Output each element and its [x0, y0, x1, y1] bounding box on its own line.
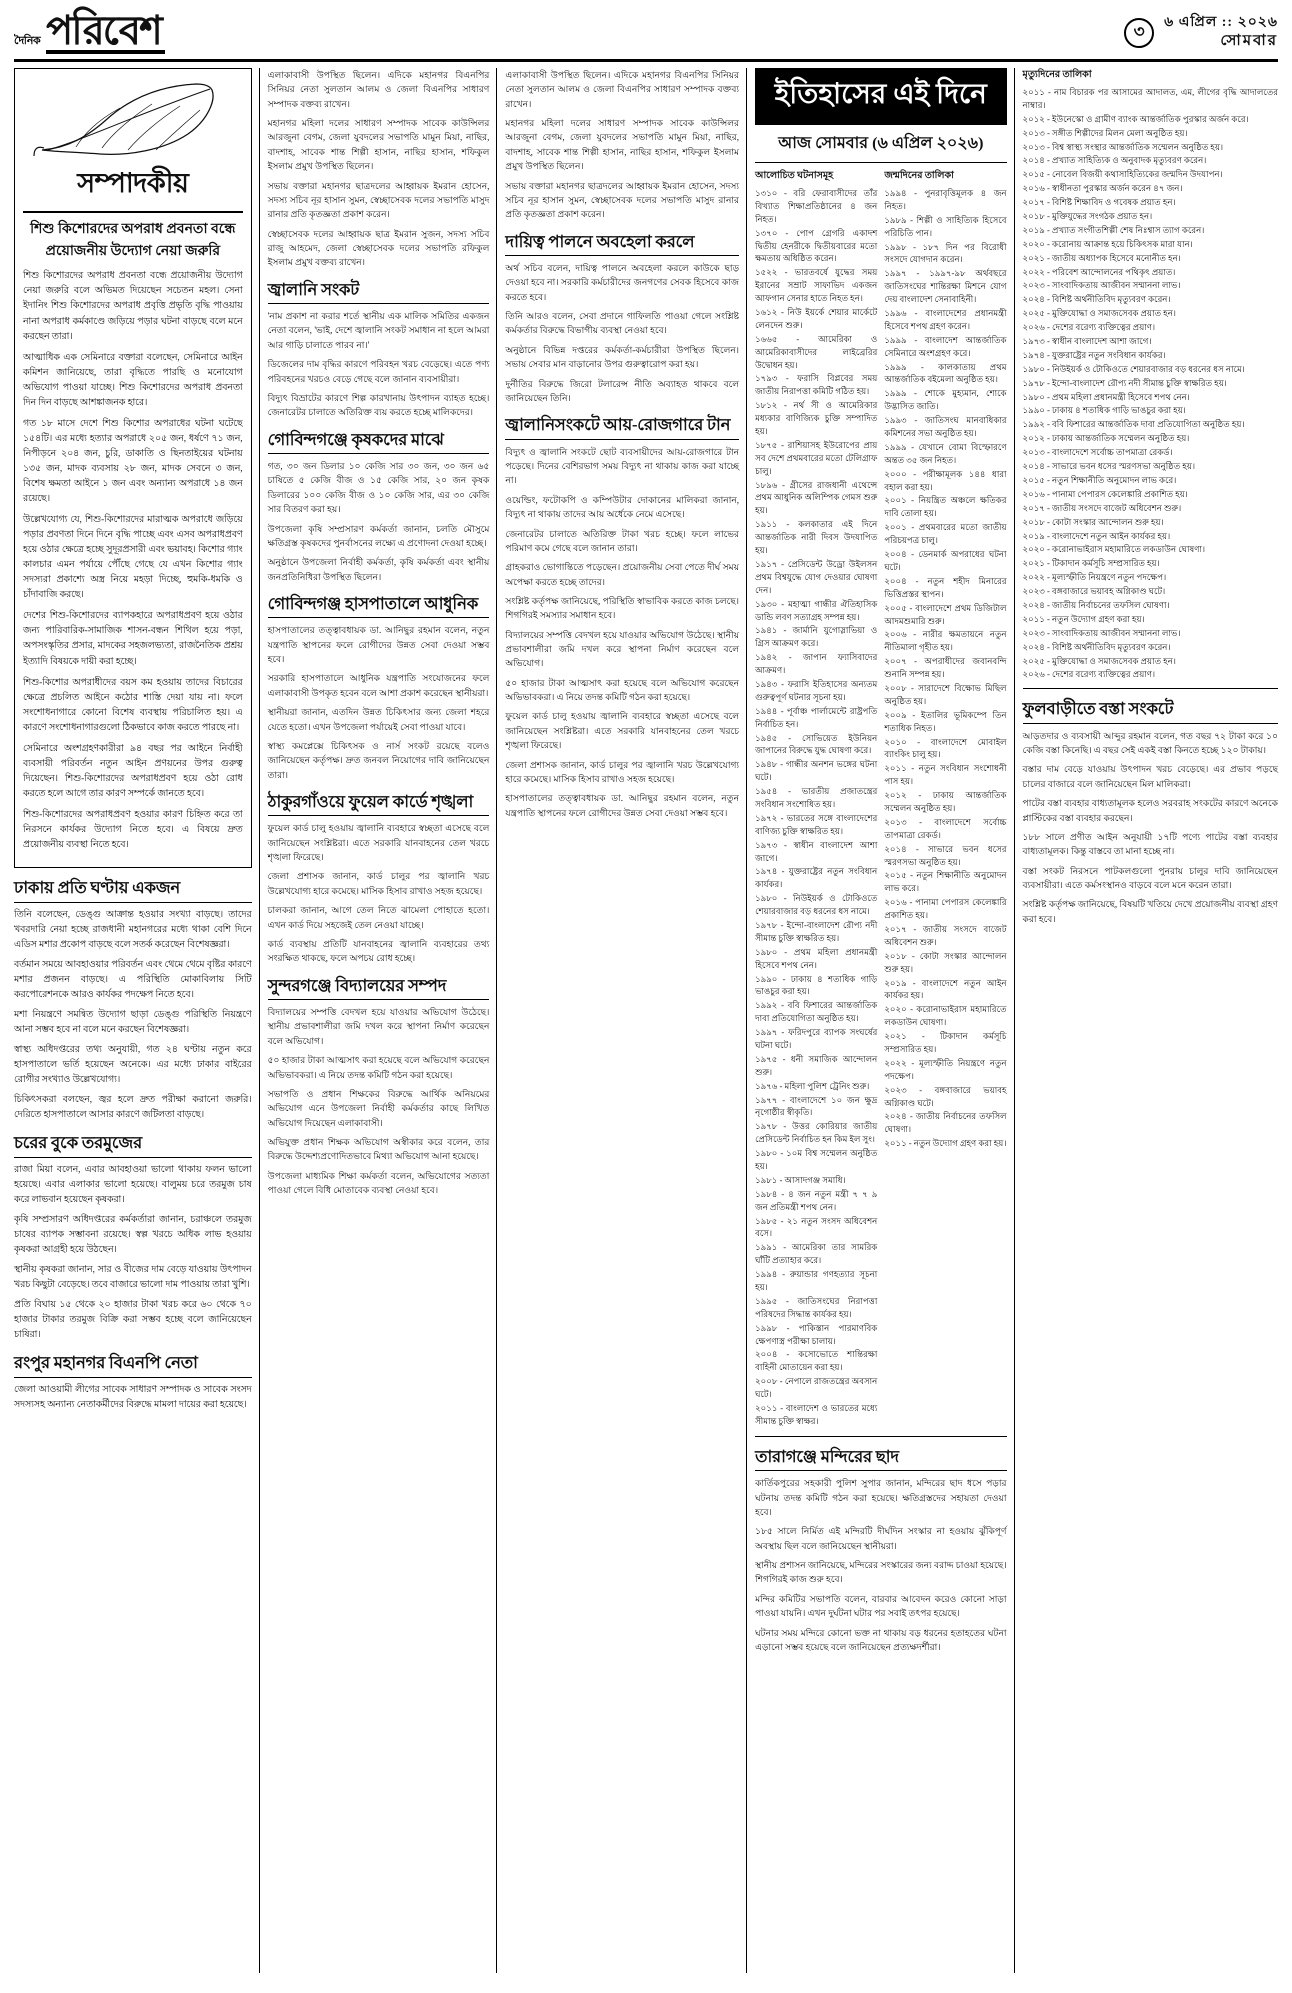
article-headline[interactable]: রংপুর মহানগর বিএনপি নেতা [14, 1352, 252, 1377]
article-paragraph: স্থানীয় প্রশাসন জানিয়েছে, মন্দিরের সংস্কারের জন্য বরাদ্দ চাওয়া হয়েছে। শিগগিরই কাজ শুরু হবে। [755, 1560, 1007, 1585]
history-columns [755, 169, 1006, 1429]
history-item: ২০১৮ - কোটা সংস্কার আন্দোলন শুরু হয়। [1022, 516, 1164, 527]
article-headline[interactable]: দায়িত্ব পালনে অবহেলা করলে [505, 231, 739, 256]
article-paragraph: মহানগর মহিলা দলের সাধারণ সম্পাদক সাবেক কাউন্সিলর আরজুনা বেগম, জেলা যুবদলের সভাপতি মামুন মিয়া, নাছির, বাদশাহ, সাবেক শান্ত শিল্পী হাসান, নাছির হাসান, শফিকুল ইসলাম প্রমুখ উপস্থিত ছিলেন। [267, 118, 490, 172]
history-item: ২০২১ - টিকাদান কর্মসূচি সম্প্রসারিত হয়। [1022, 558, 1160, 569]
article-body [755, 1476, 1006, 1654]
history-item: ১৯১১ - কলকাতার এই দিনে আন্তর্জাতিক নারী দিবস উদযাপিত হয়। [755, 519, 878, 556]
history-item: ২০২৬ - দেশের বরেণ্য ব্যক্তিত্বের প্রয়াণ। [1022, 322, 1156, 333]
history-item: ১৯৯০ - ঢাকায় ৪ শতাধিক গাড়ি ভাঙচুর করা হয়। [755, 973, 878, 997]
history-banner-title: ইতিহাসের এই দিনে [755, 68, 1006, 125]
article-paragraph: বস্তা সংকট নিরসনে পাটকলগুলো পুনরায় চালুর দাবি জানিয়েছেন ব্যবসায়ীরা। এতে কর্মসংস্থানও বাড়বে বলে মনে করেন তারা। [1022, 865, 1278, 890]
history-item: ২০২২ - মূল্যস্ফীতি নিয়ন্ত্রণে নতুন পদক্ষেপ। [1022, 572, 1167, 583]
article-paragraph: সভাপতি ও প্রধান শিক্ষকের বিরুদ্ধে আর্থিক অনিয়মের অভিযোগ এনে উপজেলা নির্বাহী কর্মকর্তার কাছে লিখিত অভিযোগ দিয়েছেন এলাকাবাসী। [267, 1088, 490, 1128]
history-item: ২০০৫ - বাংলাদেশে প্রথম ডিজিটাল আদমশুমারি শুরু। [884, 602, 1007, 626]
editorial-paragraph: শিশু-কিশোর অপরাধীদের বয়স কম হওয়ায় তাদের বিচারের ক্ষেত্রে প্রচলিত আইনে কঠোর শাস্তি দেয়া যায় না। ফলে সংশোধনাগারে কোনো বিশেষ ব্যবস্থায় পরিচালিত হয়। এ কারণে সংশোধনাগারগুলো ঠিকভাবে কাজ করতে পারছে না। [23, 677, 243, 733]
history-item: ২০০৪ - নতুন শহীদ মিনারের ভিত্তিপ্রস্তর স্থাপন। [884, 575, 1007, 599]
article-paragraph: উপজেলা মাধ্যমিক শিক্ষা কর্মকর্তা বলেন, অভিযোগের সত্যতা পাওয়া গেলে বিধি মোতাবেক ব্যবস্থা নেওয়া হবে। [267, 1170, 490, 1196]
article-paragraph: প্রতি বিঘায় ১৫ থেকে ২০ হাজার টাকা খরচ করে ৬০ থেকে ৭০ হাজার টাকার তরমুজ বিক্রি করা সম্ভব হচ্ছে বলে জানিয়েছেন চাষিরা। [14, 1299, 252, 1341]
history-item: ২০০৭ - অপরাধীদের জবানবন্দি শুনানি সম্পন্ন হয়। [884, 656, 1007, 680]
editorial-paragraph: শিশু কিশোরদের অপরাধ প্রবনতা বন্ধে প্রয়োজনীয় উদ্যোগ নেয়া জরুরি বলে অভিমত দিয়েছেন সচেতন মহল। সেনা ইদানিং শিশু কিশোরদের অপরাধ প্রবৃত্তি প্রভৃতি বৃদ্ধি পাওয়ায় নানা অপরাধ কর্মকাণ্ডে জড়িয়ে পড়ার ঘটনা বাড়ছে বলে মনে করছেন তারা। [23, 271, 243, 342]
article-paragraph: তিনি বলেছেন, ডেঙ্গু আক্রান্ত হওয়ার সংখ্যা বাড়ছে। তাদের খবরদারি নেয়া হচ্ছে রাজধানী মহানগরের মধ্যে থাকা বেশি দিনে এডিস মশার প্রকোপ বাড়ছে বলে সতর্ক করেছেন বিশেষজ্ঞরা। [14, 909, 252, 950]
article-paragraph: তিনি আরও বলেন, সেবা প্রদানে গাফিলতি পাওয়া গেলে সংশ্লিষ্ট কর্মকর্তার বিরুদ্ধে বিভাগীয় ব্যবস্থা নেওয়া হবে। [505, 311, 740, 336]
article-paragraph: জেলা প্রশাসক জানান, কার্ড চালুর পর জ্বালানি খরচ উল্লেখযোগ্য হারে কমেছে। মাসিক হিসাব রাখাও সহজ হয়েছে। [505, 759, 740, 784]
history-item: ২০২১ - টিকাদান কর্মসূচি সম্প্রসারিত হয়। [884, 1031, 1007, 1054]
history-item: ২০০০ - পরীক্ষামূলক ১৪৪ ধারা বহাল করা হয়। [884, 468, 1007, 492]
history-section-title: আলোচিত ঘটনাসমূহ [755, 171, 834, 181]
article-paragraph: ঘটনার সময় মন্দিরে কোনো ভক্ত না থাকায় বড় ধরনের হতাহতের ঘটনা এড়ানো সম্ভব হয়েছে বলে জানিয়েছেন প্রত্যক্ষদর্শীরা। [755, 1627, 1007, 1652]
history-item: ১৯৯৫ - জাতিসংঘের নিরাপত্তা পরিষদের সিদ্ধান্ত কার্যকর হয়। [755, 1295, 878, 1319]
history-item: ২০১৪ - সাভারে ভবন ধসের স্মরণসভা অনুষ্ঠিত হয়। [884, 843, 1007, 867]
history-item: ১৯৯৯ - শোকে মুহ্যমান, শোকে উদ্ভাসিত জাতি। [884, 388, 1007, 412]
history-item: ১৯৮০ - নিউইয়র্ক ও টোকিওতে শেয়ারবাজার বড় ধরনের ধস নামে। [755, 893, 878, 917]
history-item: ২০১১ - বাংলাদেশ ও ভারতের মধ্যে সীমান্ত চুক্তি স্বাক্ষর। [755, 1403, 878, 1426]
history-item: ১৯৫৪ - ভারতীয় প্রজাতন্ত্রের সংবিধান সংশোধিত হয়। [755, 786, 878, 809]
history-item: ১৯৯৪ - রুয়ান্ডার গণহত্যার সূচনা হয়। [755, 1269, 878, 1293]
history-item: ২০১৬ - স্বাধীনতা পুরস্কার অর্জন করেন ৪৭ জন। [1022, 183, 1183, 194]
history-item: ১৯৯৩ - জাতিসংঘ মানবাধিকার কমিশনের সভা অনুষ্ঠিত হয়। [884, 415, 1007, 439]
article-paragraph: স্বাস্থ্য অধিদপ্তরের তথ্য অনুযায়ী, গত ২৪ ঘণ্টায় নতুন করে হাসপাতালে ভর্তি হয়েছেন অনেকে। এর মধ্যে ঢাকার বাইরের রোগীর সংখ্যাও উল্লেখযোগ্য। [14, 1044, 252, 1085]
history-item: ২০১৩ - বিশ্ব স্বাস্থ্য সংস্থার আন্তর্জাতিক সম্মেলন অনুষ্ঠিত হয়। [1022, 141, 1224, 152]
history-list [1023, 86, 1278, 681]
editorial-paragraph: সেমিনারে অংশগ্রহণকারীরা ৯৪ বছর পর আইনে নির্বাহী ব্যবসায়ী পরিবর্তন নতুন আইন প্রণয়নের উপর গুরুত্ব দিয়েছেন। শিশু-কিশোরদের অপরাধপ্রবণ হয়ে ওঠা রোধ করতে হলে আগে তার কারণ সম্পর্কে জানতে হবে। [23, 743, 243, 799]
history-item: ২০১৩ - বাংলাদেশে সর্বোচ্চ তাপমাত্রা রেকর্ড। [1022, 447, 1173, 458]
editorial-paragraph: উল্লেখযোগ্য যে, শিশু-কিশোরদের মারাত্মক অপরাধে জড়িয়ে পড়ার প্রবণতা দিনে দিনে বৃদ্ধি পাচ্ছে এবং এসব অপরাধপ্রবণ হয়ে ওঠার ক্ষেত্রে হচ্ছে সুদূরপ্রসারী এবং ভয়াবহ। কিশোর গ্যাং কালচার এমন পর্যায়ে পৌঁছে গেছে যে এখন কিশোর গ্যাং সদস্যরা প্রকাশ্যে অস্ত্র নিয়ে মহড়া দিচ্ছে, হুমকি-ধমকি ও চাঁদাবাজি করছে। [23, 515, 243, 601]
history-item: ১৯৯২ - ববি ফিশারের আন্তর্জাতিক দাবা প্রতিযোগিতা অনুষ্ঠিত হয়। [1022, 419, 1245, 430]
history-item: ১৯৯৮ - ১৮৭ দিন পর বিরোধী সংসদে যোগদান করেন। [884, 241, 1007, 265]
history-item: ১৯৯৯ - কালকাতায় প্রথম আন্তর্জাতিক বইমেলা অনুষ্ঠিত হয়। [884, 361, 1007, 385]
history-item: ২০২২ - পরিবেশ আন্দোলনের পথিকৃৎ প্রয়াত। [1022, 266, 1176, 277]
history-item: ২০২৪ - জাতীয় নির্বাচনের তফসিল ঘোষণা। [884, 1111, 1007, 1135]
article-body [505, 445, 739, 820]
history-item: ১৯৯৯ - যেখানে বোমা বিস্ফোরণে অন্তত ৩৫ জন নিহত। [884, 441, 1007, 465]
article-paragraph: বিদ্যুৎ ও জ্বালানি সংকটে ছোট ব্যবসায়ীদের আয়-রোজগারে টান পড়েছে। দিনের বেশিরভাগ সময় বিদ্যুৎ না থাকায় কাজ করা যাচ্ছে না। [505, 446, 740, 486]
history-item: ১৯৭৩ - স্বাধীন বাংলাদেশ আশা জাগে। [755, 839, 878, 863]
history-item: ২০১৬ - পানামা পেপারস কেলেঙ্কারি প্রকাশিত হয়। [884, 897, 1007, 921]
history-item: ১৮৯৬ - গ্রীসের রাজধানী এথেন্সে প্রথম আধুনিক অলিম্পিক গেমস শুরু হয়। [755, 479, 878, 516]
article-paragraph: অভিযুক্ত প্রধান শিক্ষক অভিযোগ অস্বীকার করে বলেন, তার বিরুদ্ধে উদ্দেশ্যপ্রণোদিতভাবে মিথ্যা অভিযোগ আনা হয়েছে। [267, 1136, 490, 1162]
article-paragraph: চালকরা জানান, আগে তেল নিতে ঝামেলা পোহাতে হতো। এখন কার্ড দিয়ে সহজেই তেল নেওয়া যাচ্ছে। [267, 905, 490, 930]
publication-weekday: সোমবার [1220, 32, 1278, 49]
history-item: ২০১৪ - প্রখ্যাত সাহিত্যিক ও অনুবাদক মৃত্যুবরণ করেন। [1022, 155, 1207, 166]
history-item: ২০১৯ - প্রখ্যাত সংগীতশিল্পী শেষ নিঃশ্বাস ত্যাগ করেন। [1022, 224, 1205, 235]
newspaper-logo [14, 7, 165, 54]
history-item: ১৯৯৬ - বাংলাদেশের প্রধানমন্ত্রী হিসেবে শপথ গ্রহণ করেন। [884, 308, 1007, 331]
history-item: ১৬৬৫ - আমেরিকা ও আমেরিকাবাসীদের লাইব্রেরির উদ্বোধন হয়। [755, 333, 878, 370]
history-item: ২০১৩ - সঙ্গীত শিল্পীদের মিলন মেলা অনুষ্ঠিত হয়। [1022, 127, 1188, 138]
history-item: ১৯৭৮ - উত্তর কোরিয়ার জাতীয় প্রেসিডেন্ট নির্বাচিত হন কিম ইল সুং। [755, 1121, 878, 1145]
article-paragraph: কার্তিকপুরের সহকারী পুলিশ সুপার জানান, মন্দিরের ছাদ ধসে পড়ার ঘটনায় তদন্ত কমিটি গঠন করা হয়েছে। ক্ষতিগ্রস্তদের সহায়তা দেওয়া হবে। [755, 1478, 1007, 1517]
history-item: ১৯৭২ - ভারতের সঙ্গে বাংলাদেশের বাণিজ্য চুক্তি স্বাক্ষরিত হয়। [755, 812, 878, 836]
article-paragraph: স্বেচ্ছাসেবক দলের আহ্বায়ক ছাত্র ইমরান সুজন, সদস্য সচিব রাজু আহমেদ, জেলা স্বেচ্ছাসেবক দলের সভাপতি রফিকুল ইসলাম প্রমুখ বক্তব্য রাখেন। [267, 228, 490, 268]
article-paragraph: চিকিৎসকরা বলছেন, জ্বর হলে দ্রুত পরীক্ষা করানো জরুরি। দেরিতে হাসপাতালে আসার কারণে জটিলতা বাড়ছে। [14, 1095, 252, 1121]
article-body [268, 821, 490, 965]
masthead-right [1124, 14, 1278, 50]
history-item: ২০১৫ - নোবেল বিজয়ী কথাসাহিত্যিকের জন্মদিন উদযাপন। [1022, 169, 1223, 180]
history-item: ১৯৭৮ - ইন্দো-বাংলাদেশ রৌপ্য নদী সীমান্ত চুক্তি স্বাক্ষরিত হয়। [755, 919, 878, 943]
column-5 [1023, 68, 1278, 1973]
history-item: ১৯৯৪ - পুনরাবৃত্তিমূলক ৪ জন নিহত। [884, 188, 1007, 211]
history-item: ২০২৩ - বঙ্গবাজারে ভয়াবহ অগ্নিকাণ্ড ঘটে। [884, 1084, 1007, 1108]
history-item: ১৯৪১ - জার্মানি যুগোস্লাভিয়া ও গ্রিস আক্রমণ করে। [755, 625, 878, 649]
article-paragraph: মহানগর মহিলা দলের সাধারণ সম্পাদক সাবেক কাউন্সিলর আরজুনা বেগম, জেলা যুবদলের সভাপতি মামুন মিয়া, নাছির, বাদশাহ, সাবেক শান্ত শিল্পী হাসান, নাছির হাসান, শফিকুল ইসলাম প্রমুখ উপস্থিত ছিলেন। [505, 118, 740, 172]
section-divider [1023, 688, 1278, 689]
article-paragraph: বিদ্যালয়ের সম্পত্তি বেদখল হয়ে যাওয়ার অভিযোগ উঠেছে। স্থানীয় প্রভাবশালীরা জমি দখল করে স্থাপনা নির্মাণ করেছেন বলে অভিযোগ। [267, 1007, 490, 1046]
history-section-title: জন্মদিনের তালিকা [884, 171, 954, 181]
history-item: ১৩৭০ - পোপ গ্রেগরি একাদশ দ্বিতীয় হেনরীকে দ্বিতীয়বারের মতো ক্ষমতায় অধিষ্ঠিত করেন। [755, 227, 878, 264]
history-item: ১৯৭৫ - ধনী সমাজিক আন্দোলন শুরু। [755, 1053, 878, 1077]
history-item: ১৯৮৪ - ৪ জন নতুন মন্ত্রী ৭ ৭ ৯ জন প্রতিমন্ত্রী শপথ নেন। [755, 1188, 878, 1212]
article-paragraph: ১৮৮ সালে প্রণীত আইন অনুযায়ী ১৭টি পণ্যে পাটের বস্তা ব্যবহার বাধ্যতামূলক। কিন্তু বাস্তবে তা মানা হচ্ছে না। [1022, 831, 1278, 857]
editorial-box [14, 68, 252, 868]
article-paragraph: বর্তমান সময়ে আবহাওয়ার পরিবর্তন এবং থেমে থেমে বৃষ্টির কারণে মশার প্রজনন বাড়ছে। এ পরিস্থিতি মোকাবিলায় সিটি করপোরেশনকে আরও কার্যকর পদক্ষেপ নিতে হবে। [14, 959, 252, 1000]
article-headline[interactable]: জ্বালানিসংকটে আয়-রোজগারে টান [505, 414, 739, 439]
history-item: ১৯৭৪ - যুক্তরাষ্ট্রের নতুন সংবিধান কার্যকর। [755, 866, 878, 890]
article-body [268, 1005, 490, 1197]
history-item: ২০১৯ - বাংলাদেশে নতুন আইন কার্যকর হয়। [1022, 530, 1171, 541]
history-item: ২০২৫ - মুক্তিযোদ্ধা ও সমাজসেবক প্রয়াত হন। [1022, 655, 1176, 666]
history-column-left [755, 169, 877, 1429]
article-body [268, 309, 490, 420]
article-paragraph: 'নাম প্রকাশ না করার শর্তে স্থানীয় এক মালিক সমিতির একজন নেতা বলেন, 'ভাই, দেশে জ্বালানি সংকট সমাধান না হলে আমরা আর গাড়ি চালাতে পারব না।' [267, 311, 490, 350]
logo-small-text: দৈনিক [14, 34, 41, 47]
article-paragraph: এলাকাবাসী উপস্থিত ছিলেন। এদিকে মহানগর বিএনপির সিনিয়র নেতা সুলতান আলম ও জেলা বিএনপির সাধারণ সম্পাদক বক্তব্য রাখেন। [505, 70, 740, 109]
history-item: ২০২০ - করোনাভাইরাস মহামারিতে লকডাউন ঘোষণা। [1022, 544, 1206, 555]
article-paragraph: জেনারেটর চালাতে অতিরিক্ত টাকা খরচ হচ্ছে। ফলে লাভের পরিমাণ কমে গেছে বলে জানান তারা। [505, 528, 740, 553]
history-item: ২০২০ - করোনাভাইরাস মহামারিতে লকডাউন ঘোষণা। [884, 1004, 1007, 1028]
article-body [1023, 729, 1278, 926]
editorial-paragraph: গত ১৮ মাসে দেশে শিশু কিশোর অপরাধের ঘটনা ঘটেছে ১৫৪টি। এর মধ্যে হত্যার অপরাধে ২০৫ জন, ধর্ষণে ৭১ জন, নিপীড়নে ২০৪ জন, চুরি, ডাকাতি ও ছিনতাইয়ের ঘটনায় ১৩৫ জন, মাদক ব্যবসায় ২৮ জন, মাদক সেবনে ৩ জন, বিশেষ ক্ষমতা আইনে ১ জন এবং অন্যান্য অপরাধে ১৪ জন রয়েছে। [23, 418, 243, 505]
history-item: ১৯৯১ - আমেরিকা তার সামরিক ঘাঁটি প্রত্যাহার করে। [755, 1242, 878, 1266]
history-item: ১৮৭৫ - রাশিয়াসহ ইউরোপের প্রায় সব দেশে প্রথমবারের মতো টেলিগ্রাফ চালু। [755, 439, 878, 476]
article-headline[interactable]: ঠাকুরগাঁওয়ে ফুয়েল কার্ডে শৃঙ্খলা [268, 791, 490, 816]
article-paragraph: ফুয়েল কার্ড চালু হওয়ায় জ্বালানি ব্যবহারে স্বচ্ছতা এসেছে বলে জানিয়েছেন সংশ্লিষ্টরা। এতে সরকারি যানবাহনের তেল খরচে শৃঙ্খলা ফিরেছে। [267, 823, 490, 863]
history-item: ১৯১৭ - প্রেসিডেন্ট উড্রো উইলসন প্রথম বিশ্বযুদ্ধে যোগ দেওয়ার ঘোষণা দেন। [755, 558, 878, 595]
history-section-title: মৃত্যুদিনের তালিকা [1022, 70, 1092, 80]
article-headline[interactable]: তারাগঞ্জে মন্দিরের ছাদ [755, 1446, 1006, 1471]
history-item: ২০১৫ - নতুন শিক্ষানীতি অনুমোদন লাভ করে। [884, 870, 1007, 894]
editorial-subtitle-line2: প্রয়োজনীয় উদ্যোগ নেয়া জরুরি [45, 243, 221, 259]
article-headline[interactable]: চরের বুকে তরমুজের [14, 1132, 252, 1157]
history-item: ১৯৭৭ - বাংলাদেশে ১০ জন ক্ষুদ্র নৃগোষ্ঠীর স্বীকৃতি। [755, 1094, 878, 1118]
editorial-subtitle [23, 219, 243, 262]
history-item: ২০০১ - প্রথমবারের মতো জাতীয় পরিচয়পত্র চালু। [884, 522, 1007, 546]
article-paragraph: অনুষ্ঠানে বিভিন্ন দপ্তরের কর্মকর্তা-কর্মচারীরা উপস্থিত ছিলেন। সভায় সেবার মান বাড়ানোর উপর গুরুত্বারোপ করা হয়। [505, 344, 740, 370]
history-item: ১৯৪২ - জাপান ফ্যাসিবাদের আক্রমণ। [755, 652, 878, 676]
editorial-subtitle-line1: শিশু কিশোরদের অপরাধ প্রবনতা বন্ধে [30, 222, 236, 237]
article-headline[interactable]: গোবিন্দগঞ্জে কৃষকদের মাঝে [268, 429, 490, 454]
leaf-illustration-icon [23, 75, 243, 161]
article-paragraph: উপজেলা কৃষি সম্প্রসারণ কর্মকর্তা জানান, চলতি মৌসুমে ক্ষতিগ্রস্ত কৃষকদের পুনর্বাসনের লক্ষ্যে এ প্রণোদনা দেওয়া হচ্ছে। [267, 523, 490, 548]
article-headline[interactable]: গোবিন্দগঞ্জ হাসপাতালে আধুনিক [268, 593, 490, 618]
history-item: ১৭৯৩ - ফরাসি বিপ্লবের সময় জাতীয় নিরাপত্তা কমিটি গঠিত হয়। [755, 373, 878, 397]
history-item: ১৯৯৮ - পাকিস্তান পারমাণবিক ক্ষেপণাস্ত্র পরীক্ষা চালায়। [755, 1322, 878, 1346]
article-paragraph: গ্রাহকরাও ভোগান্তিতে পড়েছেন। প্রয়োজনীয় সেবা পেতে দীর্ঘ সময় অপেক্ষা করতে হচ্ছে তাদের। [505, 562, 740, 587]
history-item: ১৯৭৪ - যুক্তরাষ্ট্রের নতুন সংবিধান কার্যকর। [1022, 349, 1166, 360]
article-paragraph: সংশ্লিষ্ট কর্তৃপক্ষ জানিয়েছে, বিষয়টি খতিয়ে দেখে প্রয়োজনীয় ব্যবস্থা গ্রহণ করা হবে। [1022, 899, 1278, 924]
history-item: ১৬১২ - নিউ ইয়র্কে শেয়ার মার্কেটে লেনদেন শুরু। [755, 307, 878, 330]
column-3 [505, 68, 747, 1973]
history-item: ১৯৮০ - নিউইয়র্ক ও টোকিওতে শেয়ারবাজার বড় ধরনের ধস নামে। [1022, 363, 1245, 374]
editorial-paragraph: আত্মাধিক এক সেমিনারে বক্তারা বলেছেন, সেমিনারে আইন কমিশন জানিয়েছে, তারা বৃদ্ধিতে পারছি ও মনোযোগ অভিযোগ পাওয়া যাচ্ছে। শিশু কিশোরদের অপরাধ প্রবনতা দিন দিন বাড়ছে আশঙ্কাজনক হারে। [23, 352, 243, 408]
history-item: ২০১৬ - পানামা পেপারস কেলেঙ্কারি প্রকাশিত হয়। [1022, 488, 1188, 499]
article-body [14, 1383, 252, 1413]
history-item: ২০২৩ - সাংবাদিকতায় আজীবন সম্মাননা লাভ। [1022, 280, 1181, 291]
history-item: ২০০১ - নিয়ন্ত্রিত অঞ্চলে ক্ষতিকর দাবি তোলা হয়। [884, 495, 1007, 519]
history-item: ১৯৪৮ - গান্ধীর অনশন ভঙ্গের ঘটনা ঘটে। [755, 759, 878, 783]
article-body-continued [505, 68, 739, 222]
history-item: ১৯৮৫ - ২১ নতুন সংসদ অধিবেশন বসে। [755, 1215, 878, 1239]
history-item: ১৯৮০ - প্রথম মহিলা প্রধানমন্ত্রী হিসেবে শপথ নেন। [755, 946, 878, 970]
article-paragraph: সভায় বক্তারা মহানগর ছাত্রদলের আহ্বায়ক ইমরান হোসেন, সদস্য সচিব নূর হাসান সুমন, স্বেচ্ছাসেবক দলের সভাপতি মাসুদ রানার প্রতি কৃতজ্ঞতা প্রকাশ করেন। [267, 180, 490, 220]
article-paragraph: মন্দির কমিটির সভাপতি বলেন, বারবার আবেদন করেও কোনো সাড়া পাওয়া যায়নি। এখন দুর্ঘটনা ঘটার পর সবাই তৎপর হয়েছে। [755, 1593, 1007, 1619]
history-item: ১৯৮০ - প্রথম মহিলা প্রধানমন্ত্রী হিসেবে শপথ নেন। [1022, 391, 1190, 402]
history-list [884, 187, 1006, 1150]
history-item: ১৫২২ - ভারতবর্ষে যুদ্ধের সময় ইরানের সম্রাট সাফাভিদ একজন আফগান সেনার হাতে নিহত হন। [755, 267, 878, 304]
history-item: ২০১১ - নাম বিচারক পর আসামের আদালত, এম, লীগের বৃদ্ধি আদালতের নাম্বার। [1022, 87, 1278, 110]
editorial-paragraph: দেশের শিশু-কিশোরদের ব্যাপকহারে অপরাধপ্রবণ হয়ে ওঠার জন্য পারিবারিক-সামাজিক শাসন-বন্ধন শিথিল হয়ে পড়া, অপসংস্কৃতির প্রসার, মাদকের সহজলভ্যতা, রাজনৈতিক প্রশ্রয় ইত্যাদি বিষয়কে দায়ী করা হচ্ছে। [23, 611, 243, 667]
history-item: ১৯৯৭ - ফরিদপুরে ব্যাপক সংঘর্ষের ঘটনা ঘটে। [755, 1027, 878, 1050]
history-item: ২০১৮ - কোটা সংস্কার আন্দোলন শুরু হয়। [884, 950, 1007, 974]
article-paragraph: মশা নিয়ন্ত্রণে সমন্বিত উদ্যোগ ছাড়া ডেঙ্গু পরিস্থিতি নিয়ন্ত্রণে আনা সম্ভব হবে না বলে মনে করছেন বিশেষজ্ঞরা। [14, 1009, 252, 1035]
history-item: ১৯৪৩ - ফরাসি ইতিহাসের অন্যতম গুরুত্বপূর্ণ ঘটনার সূচনা হয়। [755, 678, 878, 702]
history-item: ১৯৭৮ - ইন্দো-বাংলাদেশ রৌপ্য নদী সীমান্ত চুক্তি স্বাক্ষরিত হয়। [1022, 377, 1227, 388]
column-2 [268, 68, 498, 1973]
article-paragraph: কৃষি সম্প্রসারণ অধিদপ্তরের কর্মকর্তারা জানান, চরাঞ্চলে তরমুজ চাষের ব্যাপক সম্ভাবনা রয়েছে। স্বল্প খরচে অধিক লাভ হওয়ায় কৃষকরা আগ্রহী হয়ে উঠছেন। [14, 1214, 252, 1255]
history-item: ২০২১ - জাতীয় অধ্যাপক হিসেবে মনোনীত হন। [1022, 252, 1181, 263]
history-item: ১৯৯৯ - বাংলাদেশ আন্তর্জাতিক সেমিনারে অংশগ্রহণ করে। [884, 334, 1007, 358]
history-item: ২০১২ - ইউনেস্কো ও গ্রামীণ ব্যাংক আন্তর্জাতিক পুরস্কার অর্জন করে। [1022, 113, 1249, 124]
editorial-body [23, 269, 243, 853]
article-paragraph: বস্তার দাম বেড়ে যাওয়ায় উৎপাদন খরচ বেড়েছে। এর প্রভাব পড়ছে চালের বাজারে বলে জানিয়েছেন মিল মালিকরা। [1022, 764, 1278, 789]
history-item: ১৯৮৯ - শিল্পী ও সাহিত্যিক হিসেবে পরিচিতি পান। [884, 214, 1007, 238]
history-item: ১৯৮১ - আসাদগঞ্জ সমাধি। [755, 1174, 846, 1185]
article-paragraph: অনুষ্ঠানে উপজেলা নির্বাহী কর্মকর্তা, কৃষি কর্মকর্তা এবং স্থানীয় জনপ্রতিনিধিরা উপস্থিত ছিলেন। [267, 557, 490, 582]
history-item: ২০০৬ - নারীর ক্ষমতায়নে নতুন নীতিমালা গৃহীত হয়। [884, 629, 1007, 653]
history-item: ১৯৯৭ - ১৯৯৭-৯৮ অর্থবছরে জাতিসংঘের শান্তিরক্ষা মিশনে যোগ দেয় বাংলাদেশ সেনাবাহিনী। [884, 268, 1007, 305]
history-item: ১৯৩০ - মহাত্মা গান্ধীর ঐতিহাসিক ডান্ডি লবণ সত্যাগ্রহ সম্পন্ন হয়। [755, 598, 878, 622]
article-paragraph: ৫০ হাজার টাকা আত্মসাৎ করা হয়েছে বলে অভিযোগ করেছেন অভিভাবকরা। এ নিয়ে তদন্ত কমিটি গঠন করা হয়েছে। [267, 1055, 490, 1080]
history-item: ২০২৩ - সাংবাদিকতায় আজীবন সম্মাননা লাভ। [1022, 627, 1181, 638]
article-body [14, 908, 252, 1124]
history-item: ২০২২ - মূল্যস্ফীতি নিয়ন্ত্রণে নতুন পদক্ষেপ। [884, 1057, 1007, 1081]
article-paragraph: গত, ৩০ জন ডিলার ১০ কেজি সার ৩০ জন, ৩০ জন ৬৫ চাষিতে ৫ কেজি বীজ ও ১৫ কেজি সার, ২০ জন কৃষক ডিলারের ১০০ কেজি বীজ ও ১০ কেজি সার, এর ৩০ কেজি সার বিতরণ করা হয়। [267, 461, 490, 515]
article-paragraph: স্থানীয় কৃষকরা জানান, সার ও বীজের দাম বেড়ে যাওয়ায় উৎপাদন খরচ কিছুটা বেড়েছে। তবে বাজারে ভালো দাম পাওয়ায় তারা খুশি। [14, 1264, 252, 1290]
editorial-title: সম্পাদকীয় [23, 163, 243, 213]
section-divider [755, 1436, 1006, 1437]
article-body [505, 261, 739, 405]
article-paragraph: অর্থ সচিব বলেন, দায়িত্ব পালনে অবহেলা করলে কাউকে ছাড় দেওয়া হবে না। সরকারি কর্মচারীদের জনগণের সেবক হিসেবে কাজ করতে হবে। [505, 263, 740, 302]
history-item: ২০১২ - ঢাকায় আন্তর্জাতিক সম্মেলন অনুষ্ঠিত হয়। [884, 790, 1007, 813]
history-item: ২০১৯ - বাংলাদেশে নতুন আইন কার্যকর হয়। [884, 977, 1007, 1001]
history-item: ১৯৭৩ - স্বাধীন বাংলাদেশ আশা জাগে। [1022, 336, 1152, 347]
history-item: ২০১১ - নতুন সংবিধান সংশোধনী পাস হয়। [884, 763, 1007, 787]
article-paragraph: হাসপাতালের তত্ত্বাবধায়ক ডা. আনিছুর রহমান বলেন, নতুন যন্ত্রপাতি স্থাপনের ফলে রোগীদের উন্নত সেবা দেওয়া সম্ভব হবে। [505, 793, 740, 818]
article-paragraph: জেলা আওয়ামী লীগের সাবেক সাধারণ সম্পাদক ও সাবেক সংসদ সদস্যসহ অন্যান্য নেতাকর্মীদের বিরুদ্ধে মামলা দায়ের করা হয়েছে। [14, 1384, 252, 1410]
page-grid [14, 68, 1278, 1973]
history-item: ২০১৭ - জাতীয় সংসদে বাজেট অধিবেশন শুরু। [1022, 502, 1182, 513]
article-paragraph: সভায় বক্তারা মহানগর ছাত্রদলের আহ্বায়ক ইমরান হোসেন, সদস্য সচিব নূর হাসান সুমন, স্বেচ্ছাসেবক দলের সভাপতি মাসুদ রানার প্রতি কৃতজ্ঞতা প্রকাশ করেন। [505, 180, 740, 220]
page-number-badge: ৩ [1124, 18, 1154, 48]
history-item: ২০১৭ - বিশিষ্ট শিক্ষাবিদ ও গবেষক প্রয়াত হন। [1022, 197, 1176, 208]
history-item: ১৮১২ - নর্থ সী ও আমেরিকার মধ্যকার বাণিজ্যিক চুক্তি সম্পাদিত হয়। [755, 400, 878, 437]
history-item: ২০২০ - করোনায় আক্রান্ত হয়ে চিকিৎসক মারা যান। [1022, 238, 1193, 249]
editorial-paragraph: শিশু-কিশোরদের অপরাধপ্রবণ হওয়ার কারণ চিহ্নিত করে তা নিরসনে কার্যকর উদ্যোগ নিতে হবে। এ বিষয়ে দ্রুত প্রয়োজনীয় ব্যবস্থা নিতে হবে। [23, 809, 243, 851]
article-paragraph: আড়তদার ও ব্যবসায়ী আব্দুর রহমান বলেন, গত বছর ৭২ টাকা করে ১০ কেজি বস্তা কিনেছি। এ বছর সেই একই বস্তা কিনতে হচ্ছে ১২০ টাকায়। [1022, 730, 1278, 756]
article-paragraph: হাসপাতালের তত্ত্বাবধায়ক ডা. আনিছুর রহমান বলেন, নতুন যন্ত্রপাতি স্থাপনের ফলে রোগীদের উন্নত সেবা দেওয়া সম্ভব হবে। [267, 625, 490, 665]
article-paragraph: ১৮৫ সালে নির্মিত এই মন্দিরটি দীর্ঘদিন সংস্কার না হওয়ায় ঝুঁকিপূর্ণ অবস্থায় ছিল বলে জানিয়েছেন স্থানীয়রা। [755, 1526, 1007, 1551]
article-headline[interactable]: ঢাকায় প্রতি ঘণ্টায় একজন [14, 877, 252, 902]
history-item: ২০২৩ - বঙ্গবাজারে ভয়াবহ অগ্নিকাণ্ড ঘটে। [1022, 586, 1166, 597]
article-paragraph: বিদ্যালয়ের সম্পত্তি বেদখল হয়ে যাওয়ার অভিযোগ উঠেছে। স্থানীয় প্রভাবশালীরা জমি দখল করে স্থাপনা নির্মাণ করেছেন বলে অভিযোগ। [505, 629, 740, 669]
article-headline[interactable]: ফুলবাড়ীতে বস্তা সংকটে [1023, 698, 1278, 723]
history-item: ১৯৮০ - ১০ম বিশ্ব সম্মেলন অনুষ্ঠিত হয়। [755, 1148, 878, 1172]
history-date-line: আজ সোমবার (৬ এপ্রিল ২০২৬) [755, 130, 1006, 163]
article-paragraph: ফুয়েল কার্ড চালু হওয়ায় জ্বালানি ব্যবহারে স্বচ্ছতা এসেছে বলে জানিয়েছেন সংশ্লিষ্টরা। এতে সরকারি যানবাহনের তেল খরচে শৃঙ্খলা ফিরেছে। [505, 711, 740, 751]
history-item: ১৯৭৬ - মহিলা পুলিশ ট্রেনিং শুরু। [755, 1080, 870, 1091]
history-list [755, 187, 877, 1428]
column-4 [755, 68, 1014, 1973]
article-paragraph: রাজা মিয়া বলেন, এবার আবহাওয়া ভালো থাকায় ফলন ভালো হয়েছে। এবার এলাকার ভালো হয়েছে। বালুময় চরে তরমুজ চাষ করে লাভবান হয়েছেন কৃষকরা। [14, 1164, 252, 1205]
article-paragraph: ডিজেলের দাম বৃদ্ধির কারণে পরিবহন খরচ বেড়েছে। এতে পণ্য পরিবহনের খরচও বেড়ে গেছে বলে জানান ব্যবসায়ীরা। [267, 359, 490, 384]
logo-main-text: পরিবেশ [46, 12, 165, 54]
history-item: ২০২৪ - বিশিষ্ট অর্থনীতিবিদ মৃত্যুবরণ করেন। [1022, 294, 1171, 305]
article-paragraph: স্থানীয়রা জানান, এতদিন উন্নত চিকিৎসার জন্য জেলা শহরে যেতে হতো। এখন উপজেলা পর্যায়েই সেবা পাওয়া যাবে। [267, 707, 490, 732]
article-paragraph: সরকারি হাসপাতালে আধুনিক যন্ত্রপাতি সংযোজনের ফলে এলাকাবাসী উপকৃত হবেন বলে আশা প্রকাশ করেছেন স্থানীয়রা। [267, 673, 490, 698]
history-item: ২০২৫ - মুক্তিযোদ্ধা ও সমাজসেবক প্রয়াত হন। [1022, 308, 1176, 319]
history-item: ২০০৪ - ডেনমার্ক অপরাধের ঘটনা ঘটে। [884, 549, 1007, 572]
history-column-right [884, 169, 1006, 1429]
article-paragraph: বিদ্যুৎ বিভ্রাটের কারণে শিল্প কারখানায় উৎপাদন ব্যাহত হচ্ছে। জেনারেটর চালাতে অতিরিক্ত ব্যয় করতে হচ্ছে মালিকদের। [267, 392, 490, 418]
article-paragraph: পাটের বস্তা ব্যবহার বাধ্যতামূলক হলেও সরবরাহ সংকটের কারণে অনেকে প্লাস্টিকের বস্তা ব্যবহার করছেন। [1022, 798, 1278, 823]
article-body [268, 623, 490, 782]
article-paragraph: এলাকাবাসী উপস্থিত ছিলেন। এদিকে মহানগর বিএনপির সিনিয়র নেতা সুলতান আলম ও জেলা বিএনপির সাধারণ সম্পাদক বক্তব্য রাখেন। [267, 70, 490, 109]
history-item: ২০১৭ - জাতীয় সংসদে বাজেট অধিবেশন শুরু। [884, 923, 1007, 947]
date-block [1164, 14, 1278, 50]
article-body [268, 459, 490, 584]
history-item: ২০১৫ - নতুন শিক্ষানীতি অনুমোদন লাভ করে। [1022, 474, 1177, 485]
article-headline[interactable]: জ্বালানি সংকট [268, 279, 490, 304]
article-paragraph: ৫০ হাজার টাকা আত্মসাৎ করা হয়েছে বলে অভিযোগ করেছেন অভিভাবকরা। এ নিয়ে তদন্ত কমিটি গঠন করা হয়েছে। [505, 677, 740, 703]
history-item: ২০২৬ - দেশের বরেণ্য ব্যক্তিত্বের প্রয়াণ। [1022, 669, 1156, 680]
history-item: ২০১৪ - সাভারে ভবন ধসের স্মরণসভা অনুষ্ঠিত হয়। [1022, 461, 1196, 472]
article-paragraph: কার্ড ব্যবস্থায় প্রতিটি যানবাহনের জ্বালানি ব্যবহারের তথ্য সংরক্ষিত থাকছে, ফলে অপচয় রোধ হচ্ছে। [267, 938, 490, 964]
history-item: ১৩১০ - বরি ফেরাবাসীদের তাঁর বিখ্যাত শিক্ষাপ্রতিষ্ঠানের ৪ জন নিহত। [755, 188, 878, 224]
article-body [14, 1163, 252, 1344]
article-paragraph: স্বাস্থ্য কমপ্লেক্সে চিকিৎসক ও নার্স সংকট রয়েছে বলেও জানিয়েছেন কর্তৃপক্ষ। দ্রুত জনবল নিয়োগের দাবি জানিয়েছেন তারা। [267, 740, 490, 780]
column-1 [14, 68, 260, 1973]
history-item: ২০১২ - ঢাকায় আন্তর্জাতিক সম্মেলন অনুষ্ঠিত হয়। [1022, 433, 1190, 444]
article-paragraph: দুর্নীতির বিরুদ্ধে জিরো টলারেন্স নীতি অব্যাহত থাকবে বলে জানিয়েছেন তিনি। [505, 378, 740, 403]
history-item: ১৯৯০ - ঢাকায় ৪ শতাধিক গাড়ি ভাঙচুর করা হয়। [1022, 405, 1186, 416]
history-item: ১৯৯২ - ববি ফিশারের আন্তর্জাতিক দাবা প্রতিযোগিতা অনুষ্ঠিত হয়। [755, 1000, 878, 1024]
history-item: ২০১০ - বাংলাদেশে মোবাইল ব্যাংকিং চালু হয়। [884, 736, 1007, 760]
history-item: ২০১১ - নতুন উদ্যোগ গ্রহণ করা হয়। [1022, 613, 1145, 624]
history-item: ২০২৪ - জাতীয় নির্বাচনের তফসিল ঘোষণা। [1022, 599, 1170, 610]
history-item: ২০০৯ - ইতালির ভূমিকম্পে তিন শতাধিক নিহত। [884, 709, 1007, 733]
history-item: ১৯৪৫ - সোভিয়েত ইউনিয়ন জাপানের বিরুদ্ধে যুদ্ধ ঘোষণা করে। [755, 732, 878, 756]
history-item: ২০০৮ - নেপালে রাজতন্ত্রের অবসান ঘটে। [755, 1376, 878, 1400]
article-body-continued [268, 68, 490, 270]
masthead [14, 7, 1278, 62]
publication-date: ৬ এপ্রিল :: ২০২৬ [1164, 15, 1278, 31]
history-item: ২০১৮ - মুক্তিযুদ্ধের সংগঠক প্রয়াত হন। [1022, 211, 1153, 222]
article-headline[interactable]: সুন্দরগঞ্জে বিদ্যালয়ের সম্পদ [268, 975, 490, 1000]
article-paragraph: জেলা প্রশাসক জানান, কার্ড চালুর পর জ্বালানি খরচ উল্লেখযোগ্য হারে কমেছে। মাসিক হিসাব রাখাও সহজ হয়েছে। [267, 871, 490, 896]
history-item: ২০২৪ - বিশিষ্ট অর্থনীতিবিদ মৃত্যুবরণ করেন। [1022, 641, 1171, 652]
article-paragraph: ওয়েল্ডিং, ফটোকপি ও কম্পিউটার দোকানের মালিকরা জানান, বিদ্যুৎ না থাকায় তাদের আয় অর্ধেকে নেমে এসেছে। [505, 494, 740, 520]
history-item: ২০০৪ - কসোভোতে শান্তিরক্ষা বাহিনী মোতায়েন করা হয়। [755, 1349, 878, 1373]
history-item: ১৯৪৪ - পূর্বাঞ্চ পার্লামেন্টে রাষ্ট্রপতি নির্বাচিত হন। [755, 705, 878, 729]
history-item: ২০০৮ - সারাদেশে বিক্ষোভ মিছিল অনুষ্ঠিত হয়। [884, 682, 1007, 706]
history-item: ২০১১ - নতুন উদ্যোগ গ্রহণ করা হয়। [884, 1138, 1007, 1149]
article-paragraph: সংশ্লিষ্ট কর্তৃপক্ষ জানিয়েছে, পরিস্থিতি স্বাভাবিক করতে কাজ চলছে। শিগগিরই সমস্যার সমাধান হবে। [505, 595, 740, 621]
history-item: ২০১৩ - বাংলাদেশে সর্বোচ্চ তাপমাত্রা রেকর্ড। [884, 816, 1007, 840]
